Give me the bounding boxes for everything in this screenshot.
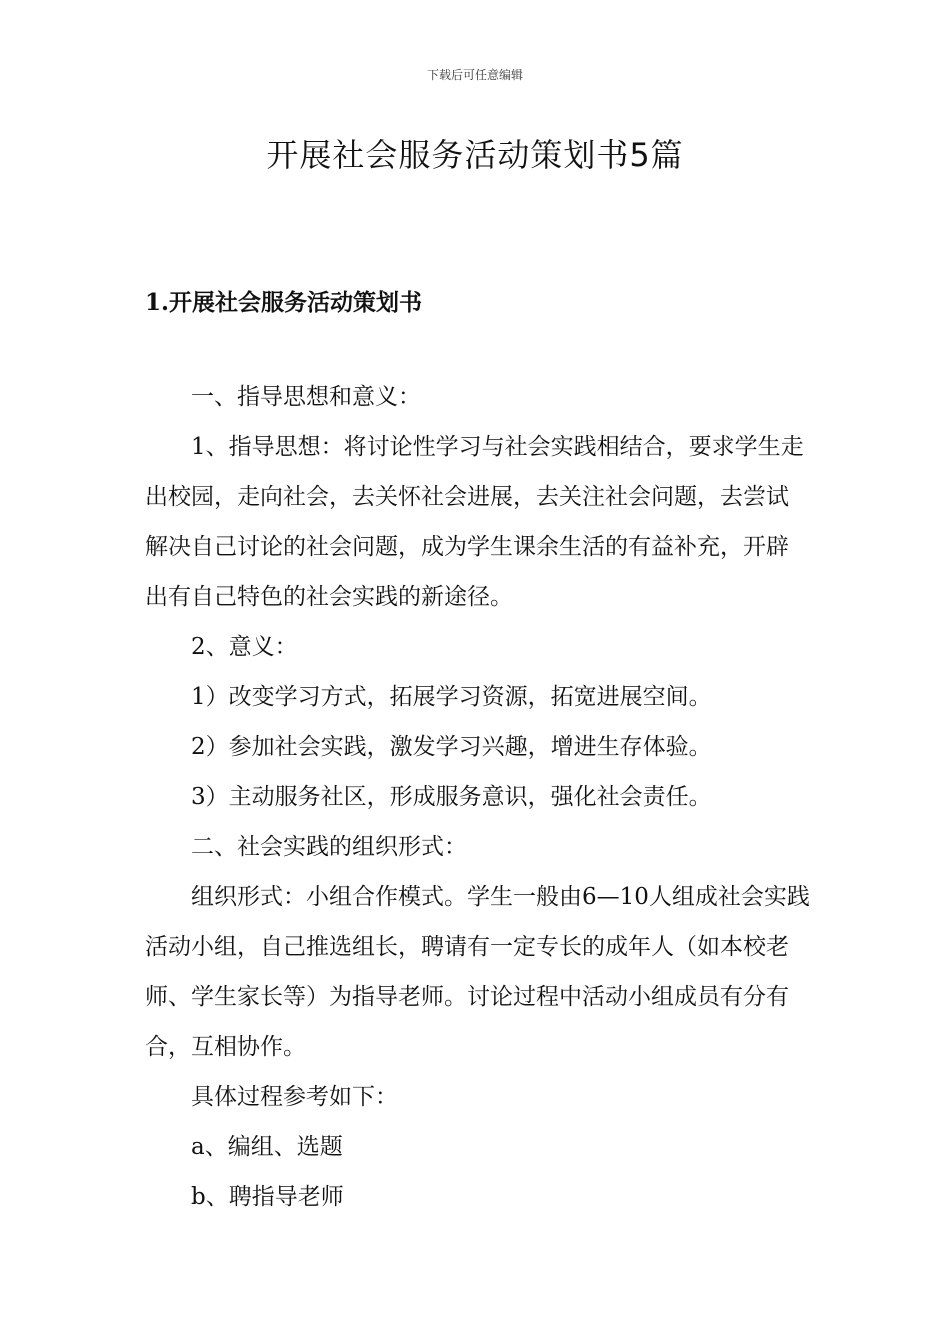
document-body bbox=[145, 372, 810, 1222]
list-item-significance-1: 1）改变学习方式，拓展学习资源，拓宽进展空间。 bbox=[191, 684, 712, 710]
heading-guiding-ideology: 一、指导思想和意义： bbox=[191, 384, 421, 410]
paragraph-organization-form: 组织形式：小组合作模式。学生一般由6—10人组成社会实践活动小组，自己推选组长，聘请有一定专长的成年人（如本校老师、学生家长等）为指导老师。讨论过程中活动小组成员有分有合，互相协作。 bbox=[145, 884, 810, 1060]
list-item-process-b: b、聘指导老师 bbox=[191, 1184, 344, 1210]
header-note: 下载后可任意编辑 bbox=[426, 68, 523, 82]
paragraph-process-intro: 具体过程参考如下： bbox=[191, 1084, 398, 1110]
paragraph-guiding-ideology: 1、指导思想：将讨论性学习与社会实践相结合，要求学生走出校园，走向社会，去关怀社会进展，去关注社会问题，去尝试解决自己讨论的社会问题，成为学生课余生活的有益补充，开辟出有自己特色的社会实践的新途径。 bbox=[145, 434, 804, 610]
document-title: 开展社会服务活动策划书5篇 bbox=[266, 136, 684, 174]
heading-organization-form: 二、社会实践的组织形式： bbox=[191, 834, 467, 860]
section-heading: 1.开展社会服务活动策划书 bbox=[145, 289, 423, 316]
list-item-significance-2: 2）参加社会实践，激发学习兴趣，增进生存体验。 bbox=[191, 734, 712, 760]
list-item-process-a: a、编组、选题 bbox=[191, 1134, 343, 1160]
list-item-significance-3: 3）主动服务社区，形成服务意识，强化社会责任。 bbox=[191, 784, 712, 810]
heading-significance: 2、意义： bbox=[191, 634, 298, 660]
